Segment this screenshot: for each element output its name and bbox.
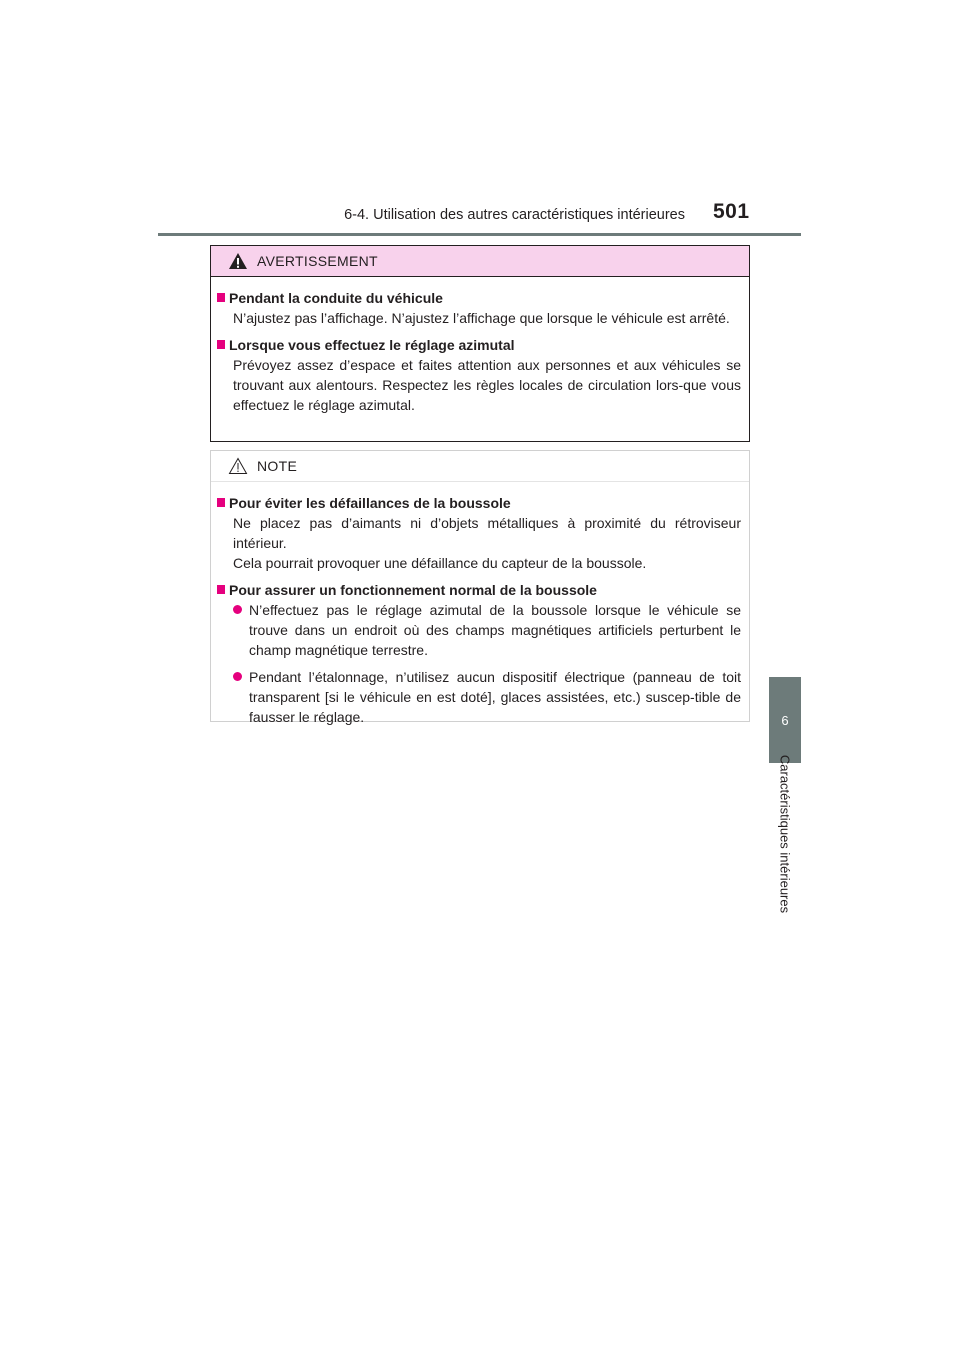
note-item-text: Ne placez pas d’aimants ni d’objets métalliques à proximité du rétroviseur intérieur. [233, 515, 741, 551]
warning-item-text: Prévoyez assez d’espace et faites attention aux personnes et aux véhicules se trouvant aux alentours. Respectez les règles locales de circulation lors-que vous effectuez le réglage azimutal. [233, 357, 741, 413]
square-bullet-icon [217, 293, 225, 302]
warning-label: AVERTISSEMENT [257, 253, 378, 269]
note-box [210, 450, 750, 725]
note-item [217, 580, 741, 727]
warning-item-text: N’ajustez pas l’affichage. N’ajustez l’affichage que lorsque le véhicule est arrêté. [233, 310, 730, 326]
warning-item-title: Pendant la conduite du véhicule [217, 288, 741, 308]
chapter-tab [769, 677, 801, 763]
warning-header [211, 246, 749, 277]
warning-box [210, 245, 750, 442]
warning-triangle-icon [228, 252, 248, 270]
note-item [217, 493, 741, 573]
chapter-label: Caractéristiques intérieures [777, 754, 793, 914]
note-label: NOTE [257, 458, 298, 474]
note-item-title: Pour éviter les défaillances de la boussole [217, 493, 741, 513]
square-bullet-icon [217, 340, 225, 349]
warning-body [211, 277, 749, 415]
note-item-text: Cela pourrait provoquer une défaillance du capteur de la boussole. [233, 555, 647, 571]
caution-triangle-outline-icon [228, 457, 248, 475]
square-bullet-icon [217, 498, 225, 507]
note-header [211, 451, 749, 482]
note-item-title: Pour assurer un fonctionnement normal de la boussole [217, 580, 741, 600]
section-title: 6-4. Utilisation des autres caractéristiques intérieures [344, 207, 685, 223]
note-bullet: Pendant l’étalonnage, n’utilisez aucun dispositif électrique (panneau de toit transparent [si le véhicule en est doté], glaces assistées, etc.) suscep-tible de fausser le réglage. [217, 667, 741, 727]
warning-item [217, 335, 741, 415]
page-number: 501 [713, 200, 750, 223]
note-body [211, 482, 749, 727]
warning-item-title: Lorsque vous effectuez le réglage azimutal [217, 335, 741, 355]
round-bullet-icon [233, 672, 242, 681]
note-bullet: N’effectuez pas le réglage azimutal de la boussole lorsque le véhicule se trouve dans un endroit où des champs magnétiques artificiels perturbent le champ magnétique terrestre. [217, 600, 741, 660]
chapter-number: 6 [781, 712, 789, 728]
warning-item [217, 288, 741, 328]
header-rule [158, 233, 801, 236]
square-bullet-icon [217, 585, 225, 594]
round-bullet-icon [233, 605, 242, 614]
